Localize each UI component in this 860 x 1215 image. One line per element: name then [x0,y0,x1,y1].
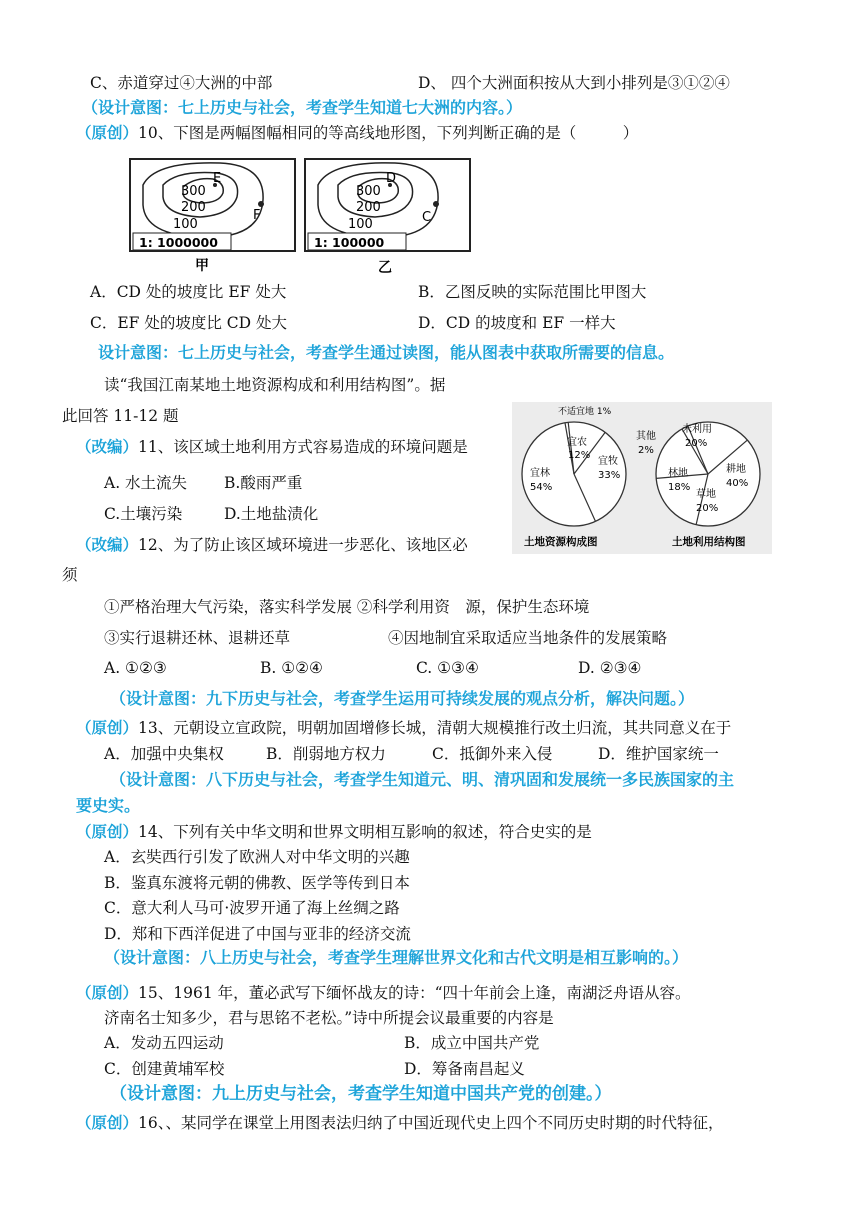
q10-stem-line [76,122,638,144]
pie-left-s3-name: 宜林 [530,468,550,479]
pie-right-s2-val: 40% [726,478,749,489]
pie-left-s2-name: 宜牧 [598,456,618,467]
map-yi-point-c: C [422,210,432,225]
pie-right-s1-val: 20% [685,438,708,449]
q10-option-d: D．CD 的坡度和 EF 一样大 [418,314,616,332]
pie-right-s1-name: 未利用 [682,424,712,435]
q12-option-d: D. ②③④ [578,659,642,677]
q15-stem-part2: 济南名士知多少，君与思铭不老松。”诗中所提会议最重要的内容是 [104,1009,554,1027]
q12-item-3: ③实行退耕还林、退耕还草 [104,629,291,647]
q13-option-c: C．抵御外来入侵 [432,745,553,763]
pie-right-s4-val: 20% [696,503,719,514]
pie-right-other-name: 其他 [636,431,656,442]
q15-stem-part1: 15、1961 年，董必武写下缅怀战友的诗：“四十年前会上逢，南湖泛舟语从容。 [138,984,691,1002]
map-jia-caption: 甲 [195,258,209,274]
q15-design-intent: （设计意图：九上历史与社会，考查学生知道中国共产党的创建。） [110,1084,612,1104]
q11-option-d: D.土地盐渍化 [224,505,319,523]
map-yi [305,159,470,275]
q11-option-c: C.土壤污染 [104,505,183,523]
pie-left-s1-name: 宜农 [567,437,587,448]
q12-item-4: ④因地制宜采取适应当地条件的发展策略 [388,629,668,647]
q12-stem-line [76,534,468,556]
q10-contour-maps [125,155,475,275]
q16-stem: 16、、某同学在课堂上用图表法归纳了中国近现代史上四个不同历史时期的时代特征， [138,1114,724,1132]
q13-option-a: A．加强中央集权 [104,745,224,763]
q14-design-intent: （设计意图：八上历史与社会，考查学生理解世界文化和古代文明是相互影响的。） [104,948,689,967]
q10-design-intent: 设计意图：七上历史与社会，考查学生通过读图，能从图表中获取所需要的信息。 [98,343,675,362]
q13-source-tag: （原创） [76,718,139,737]
q10-option-a: A．CD 处的坡度比 EF 处大 [90,283,287,301]
q15-option-a: A．发动五四运动 [104,1034,224,1052]
q14-option-c: C．意大利人马可·波罗开通了海上丝绸之路 [104,899,400,917]
pie-left-s1-val: 12% [568,450,591,461]
pie-right-s3-name: 林地 [668,468,688,479]
q11-source-tag: （改编） [76,437,139,456]
q12-design-intent: （设计意图：九下历史与社会，考查学生运用可持续发展的观点分析，解决问题。） [110,689,695,708]
reading-prompt-line2: 此回答 11-12 题 [62,407,179,425]
pie-right-title: 土地利用结构图 [672,536,746,548]
q13-option-d: D．维护国家统一 [598,745,719,763]
q15-option-c: C．创建黄埔军校 [104,1060,225,1078]
q15-option-b: B．成立中国共产党 [404,1034,540,1052]
map-jia [130,159,295,274]
pie-right-other-val: 2% [638,445,654,456]
q15-option-d: D．筹备南昌起义 [404,1060,525,1078]
q10-stem: 10、下图是两幅图幅相同的等高线地形图，下列判断正确的是（ ） [138,124,639,142]
q12-option-a: A. ①②③ [104,659,167,677]
q14-source-tag: （原创） [76,822,139,841]
q15-source-tag: （原创） [76,983,139,1002]
pie-left-title: 土地资源构成图 [524,536,598,548]
q15-stem-line [76,982,691,1004]
q14-option-b: B．鉴真东渡将元朝的佛教、医学等传到日本 [104,874,410,892]
q14-option-d: D．郑和下西洋促进了中国与亚非的经济交流 [104,925,411,943]
q16-source-tag: （原创） [76,1113,139,1132]
pie-left-s3-val: 54% [530,482,553,493]
map-jia-label-100: 100 [173,217,198,232]
q14-stem: 14、下列有关中华文明和世界文明相互影响的叙述，符合史实的是 [138,823,592,841]
q11-stem-line [76,436,468,458]
map-jia-point-f: F [253,208,261,223]
q13-design-intent-line2: 要史实。 [76,796,141,815]
q14-stem-line [76,821,592,843]
map-yi-scale: 1: 100000 [314,235,385,250]
q12-option-b: B. ①②④ [260,659,323,677]
q12-option-c: C. ①③④ [416,659,479,677]
q10-option-b: B．乙图反映的实际范围比甲图大 [418,283,647,301]
map-yi-caption: 乙 [378,260,392,275]
pie-right-s4-name: 草地 [696,489,716,500]
q12-stem-part1: 12、为了防止该区域环境进一步恶化、该地区必 [138,536,468,554]
q12-item-1-2: ①严格治理大气污染，落实科学发展 ②科学利用资 源，保护生态环境 [104,598,590,616]
map-yi-label-300: 300 [356,184,381,199]
map-jia-point-e: E [213,171,222,186]
q10-option-c: C．EF 处的坡度比 CD 处大 [90,314,287,332]
pie-right-s3-val: 18% [668,482,691,493]
map-jia-label-200: 200 [181,200,206,215]
q13-option-b: B．削弱地方权力 [266,745,386,763]
q13-stem: 13、元朝设立宣政院，明朝加固增修长城，清朝大规模推行改土归流，其共同意义在于 [138,719,732,737]
q12-source-tag: （改编） [76,535,139,554]
q14-option-a: A．玄奘西行引发了欧洲人对中华文明的兴趣 [104,848,410,866]
q12-stem-part2: 须 [62,566,78,584]
q11-stem: 11、该区域土地利用方式容易造成的环境问题是 [138,438,468,456]
map-yi-label-200: 200 [356,200,381,215]
q9-design-intent: （设计意图：七上历史与社会，考查学生知道七大洲的内容。） [82,98,523,117]
map-yi-label-100: 100 [348,217,373,232]
pie-right-s2-name: 耕地 [726,464,746,475]
pie-left-note: 不适宜地 1% [558,407,612,417]
q16-stem-line [76,1112,724,1134]
q9-option-c: C、赤道穿过④大洲的中部 [90,74,273,92]
reading-prompt-line1: 读“我国江南某地土地资源构成和利用结构图”。据 [104,376,446,394]
map-yi-point-d: D [386,171,397,186]
q10-source-tag: （原创） [76,123,139,142]
pie-left-s2-val: 33% [598,470,621,481]
q13-stem-line [76,717,731,739]
map-jia-label-300: 300 [181,184,206,199]
q11-option-a: A. 水土流失 [104,474,188,492]
q13-design-intent-line1: （设计意图：八下历史与社会，考查学生知道元、明、清巩固和发展统一多民族国家的主 [110,770,735,789]
land-pie-svg [512,402,772,554]
land-pie-charts [512,402,772,554]
q9-option-d: D、 四个大洲面积按从大到小排列是③①②④ [418,74,730,92]
q11-option-b: B.酸雨严重 [224,474,303,492]
map-jia-scale: 1: 1000000 [139,235,218,250]
